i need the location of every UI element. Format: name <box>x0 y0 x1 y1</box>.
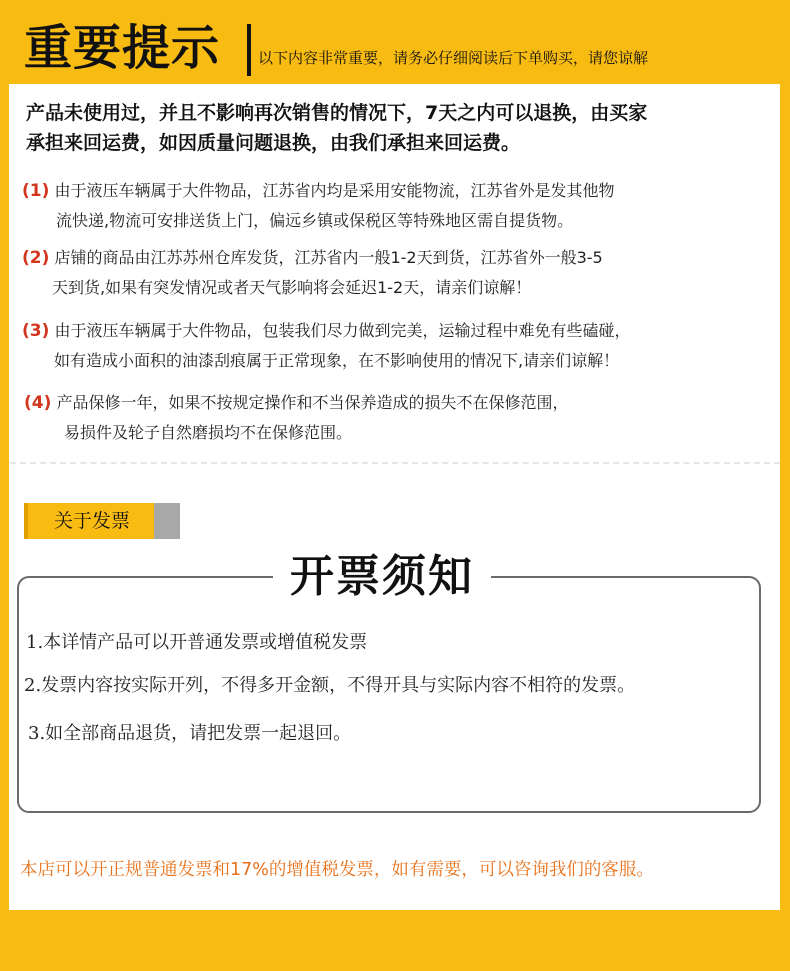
section-divider <box>10 462 780 464</box>
return-policy-intro <box>26 98 766 158</box>
notice-item <box>24 388 744 448</box>
item-text: 店铺的商品由江苏苏州仓库发货，江苏省内一般1-2天到货，江苏省外一般3-5 <box>54 248 603 267</box>
invoice-line: 2.发票内容按实际开列，不得多开金额，不得开具与实际内容不相符的发票。 <box>24 675 636 696</box>
item-text: 易损件及轮子自然磨损均不在保修范围。 <box>64 423 353 442</box>
invoice-footer-note: 本店可以开正规普通发票和17%的增值税发票，如有需要，可以咨询我们的客服。 <box>20 860 654 880</box>
header-divider <box>247 24 251 76</box>
item-text: 由于液压车辆属于大件物品，包装我们尽力做到完美，运输过程中难免有些磕碰， <box>54 321 631 340</box>
invoice-line: 1.本详情产品可以开普通发票或增值税发票 <box>26 632 368 653</box>
invoice-line: 3.如全部商品退货，请把发票一起退回。 <box>28 723 352 744</box>
intro-line-1: 产品未使用过，并且不影响再次销售的情况下，7天之内可以退换，由买家 <box>26 102 648 124</box>
header-title: 重要提示 <box>24 20 221 76</box>
intro-line-2: 承担来回运费，如因质量问题退换，由我们承担来回运费。 <box>26 132 521 154</box>
header-subtitle: 以下内容非常重要，请务必仔细阅读后下单购买，请您谅解 <box>258 49 649 67</box>
item-number: (4) <box>24 393 52 413</box>
item-text: 由于液压车辆属于大件物品，江苏省内均是采用安能物流，江苏省外是发其他物 <box>54 181 615 200</box>
invoice-box-title: 开票须知 <box>273 547 491 607</box>
invoice-tab-label: 关于发票 <box>53 510 130 532</box>
notice-item <box>22 316 742 376</box>
notice-item <box>22 243 742 303</box>
item-text: 如有造成小面积的油漆刮痕属于正常现象，在不影响使用的情况下,请亲们谅解！ <box>54 351 620 370</box>
item-text: 产品保修一年，如果不按规定操作和不当保养造成的损失不在保修范围， <box>56 393 569 412</box>
tab-accent-block <box>154 503 180 539</box>
item-text: 天到货,如果有突发情况或者天气影响将会延迟1-2天，请亲们谅解！ <box>52 278 532 297</box>
invoice-section-tab <box>24 503 156 539</box>
item-text: 流快递,物流可安排送货上门，偏远乡镇或保税区等特殊地区需自提货物。 <box>56 211 574 230</box>
item-number: (2) <box>22 248 50 268</box>
item-number: (1) <box>22 181 50 201</box>
item-number: (3) <box>22 321 50 341</box>
notice-item <box>22 176 742 236</box>
